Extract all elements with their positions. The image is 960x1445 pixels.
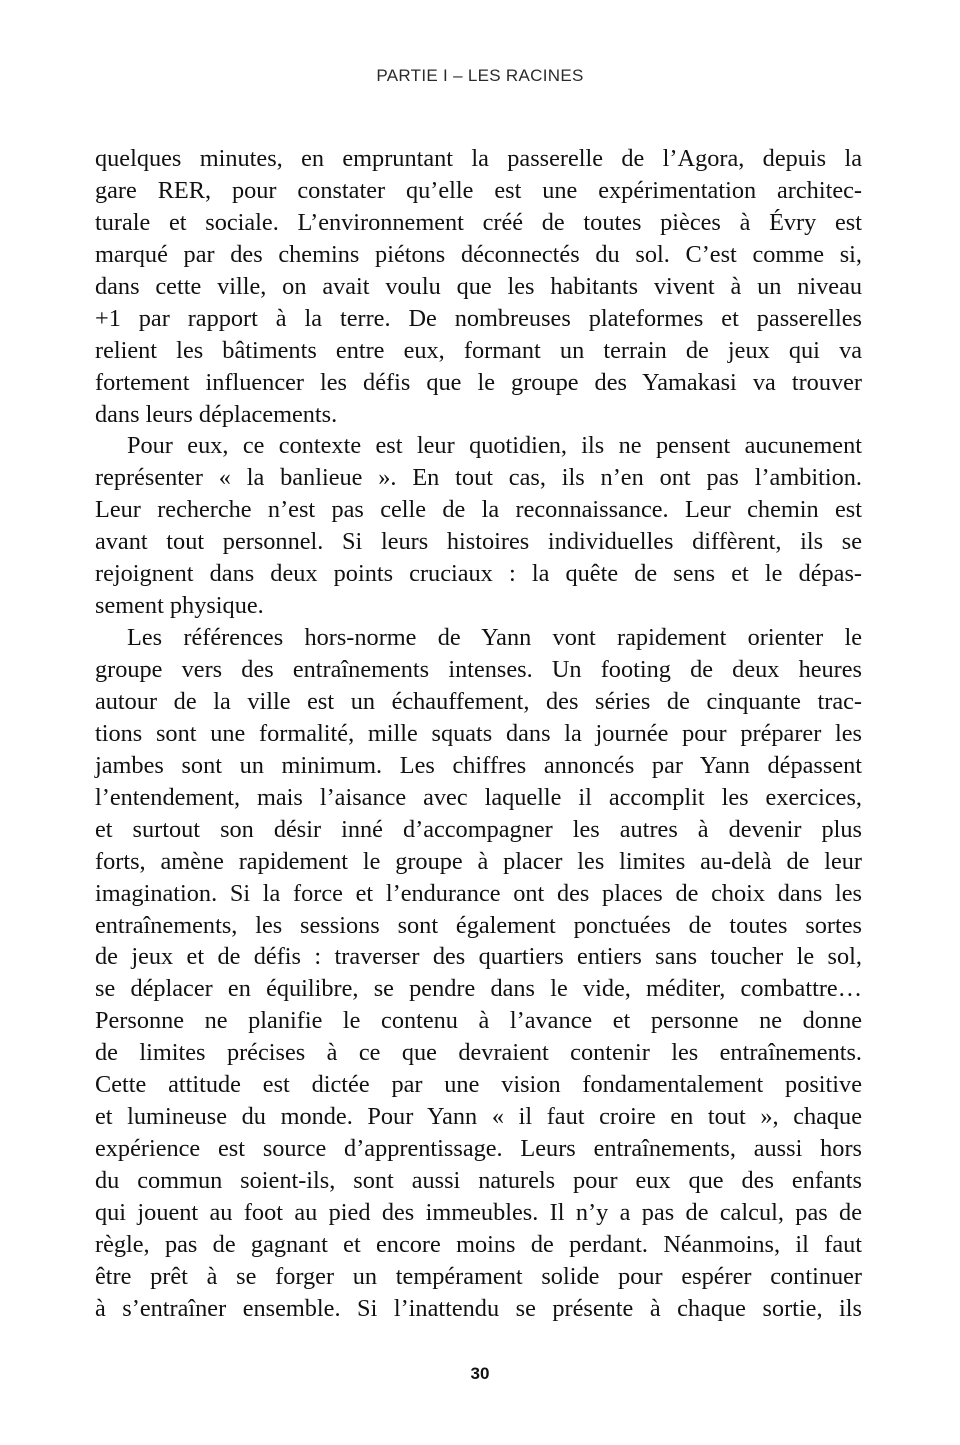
text-line: entraînements, les sessions sont également ponctuées de toutes sortes xyxy=(95,911,862,939)
text-line: être prêt à se forger un tempérament solide pour espérer continuer xyxy=(95,1262,862,1290)
text-line: groupe vers des entraînements intenses. Un footing de deux heures xyxy=(95,656,862,683)
text-line: se déplacer en équilibre, se pendre dans le vide, méditer, combattre… xyxy=(95,975,862,1003)
text-line: jambes sont un minimum. Les chiffres annoncés par Yann dépassent xyxy=(95,751,862,779)
text-line: fortement influencer les défis que le groupe des Yamakasi va trouver xyxy=(95,368,862,396)
body-text xyxy=(95,143,862,1325)
text-line: Cette attitude est dictée par une vision fondamentalement positive xyxy=(95,1071,862,1099)
text-line: du commun soient-ils, sont aussi naturels pour eux que des enfants xyxy=(95,1167,862,1194)
text-line: Les références hors-norme de Yann vont rapidement orienter le xyxy=(127,624,862,652)
text-line: relient les bâtiments entre eux, formant un terrain de jeux qui va xyxy=(95,336,862,364)
text-line: quelques minutes, en empruntant la passerelle de l’Agora, depuis la xyxy=(95,145,862,172)
paragraph xyxy=(95,143,862,430)
text-line: qui jouent au foot au pied des immeubles. Il n’y a pas de calcul, pas de xyxy=(95,1198,862,1226)
running-header: PARTIE I – LES RACINES xyxy=(376,66,584,85)
text-line: gare RER, pour constater qu’elle est une expérimentation architec- xyxy=(95,176,862,204)
text-line: sement physique. xyxy=(95,592,264,620)
paragraph xyxy=(95,430,862,622)
text-line: autour de la ville est un échauffement, des séries de cinquante trac- xyxy=(95,687,862,715)
page-number: 30 xyxy=(470,1364,490,1383)
text-line: l’entendement, mais l’aisance avec laquelle il accomplit les exercices, xyxy=(95,783,862,811)
text-line: imagination. Si la force et l’endurance ont des places de choix dans les xyxy=(95,879,862,907)
text-line: +1 par rapport à la terre. De nombreuses plateformes et passerelles xyxy=(95,304,862,332)
text-line: turale et sociale. L’environnement créé de toutes pièces à Évry est xyxy=(95,208,862,236)
text-line: expérience est source d’apprentissage. Leurs entraînements, aussi hors xyxy=(95,1135,862,1163)
text-line: tions sont une formalité, mille squats dans la journée pour préparer les xyxy=(95,719,862,747)
text-line: dans cette ville, on avait voulu que les habitants vivent à un niveau xyxy=(95,272,862,300)
text-line: de limites précises à ce que devraient contenir les entraînements. xyxy=(95,1039,862,1067)
text-line: à s’entraîner ensemble. Si l’inattendu se présente à chaque sortie, ils xyxy=(95,1294,862,1322)
text-line: avant tout personnel. Si leurs histoires individuelles diffèrent, ils se xyxy=(95,528,862,556)
paragraph xyxy=(95,622,862,1325)
text-line: et lumineuse du monde. Pour Yann « il faut croire en tout », chaque xyxy=(95,1103,862,1131)
text-line: Leur recherche n’est pas celle de la reconnaissance. Leur chemin est xyxy=(95,496,862,524)
text-line: marqué par des chemins piétons déconnectés du sol. C’est comme si, xyxy=(95,240,862,268)
text-line: Personne ne planifie le contenu à l’avance et personne ne donne xyxy=(95,1007,862,1035)
text-line: dans leurs déplacements. xyxy=(95,400,338,428)
text-line: Pour eux, ce contexte est leur quotidien, ils ne pensent aucunement xyxy=(127,432,862,460)
text-line: représenter « la banlieue ». En tout cas, ils n’en ont pas l’ambition. xyxy=(95,464,862,492)
text-line: forts, amène rapidement le groupe à placer les limites au-delà de leur xyxy=(95,847,862,875)
text-line: rejoignent dans deux points cruciaux : la quête de sens et le dépas- xyxy=(95,560,862,588)
text-line: et surtout son désir inné d’accompagner les autres à devenir plus xyxy=(95,815,862,843)
text-line: de jeux et de défis : traverser des quartiers entiers sans toucher le sol, xyxy=(95,943,862,971)
text-line: règle, pas de gagnant et encore moins de perdant. Néanmoins, il faut xyxy=(95,1230,862,1258)
